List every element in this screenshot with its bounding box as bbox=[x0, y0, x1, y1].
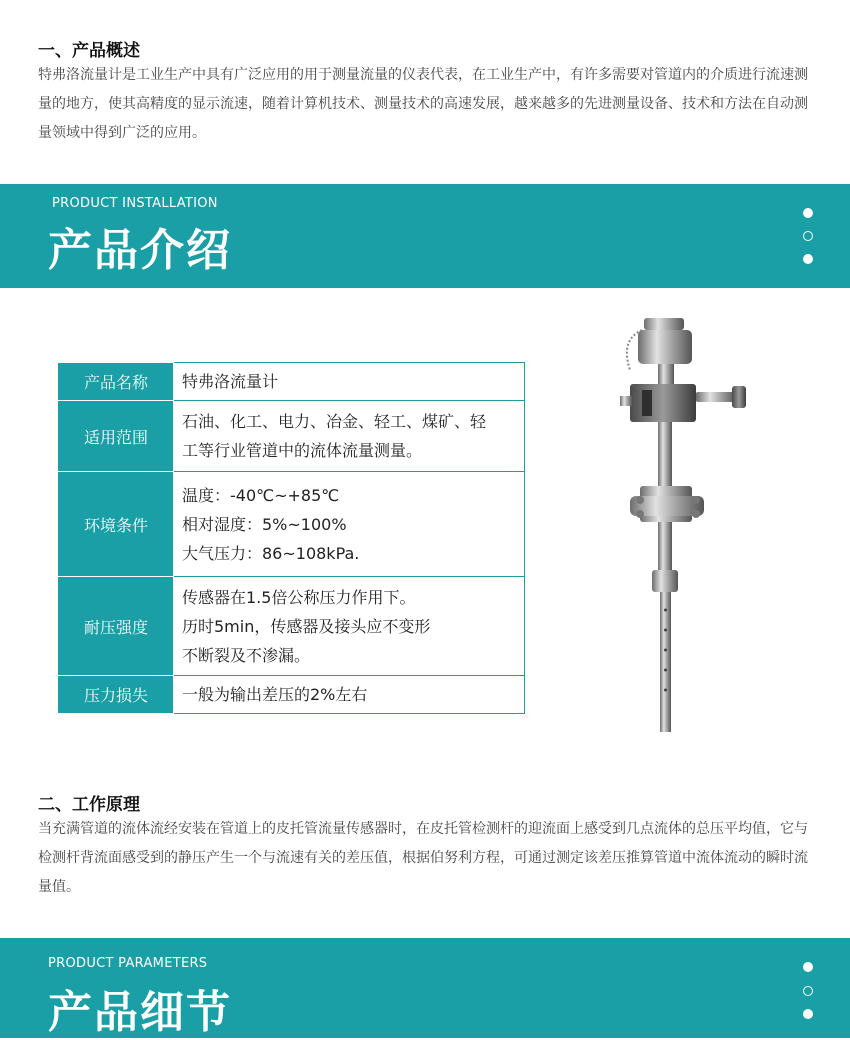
spec-line: 一般为输出差压的2%左右 bbox=[182, 685, 368, 704]
spec-line: 不断裂及不渗漏。 bbox=[182, 645, 311, 665]
spec-value bbox=[174, 401, 525, 472]
spec-key: 压力损失 bbox=[59, 676, 174, 714]
spec-line: 大气压力：86~108kPa. bbox=[182, 543, 360, 563]
spec-key: 耐压强度 bbox=[59, 577, 174, 676]
spec-value bbox=[174, 363, 525, 401]
spec-line: 特弗洛流量计 bbox=[182, 372, 279, 391]
banner-subtitle: PRODUCT INSTALLATION bbox=[52, 196, 218, 211]
dot-indicator bbox=[803, 254, 813, 264]
dot-indicator bbox=[803, 986, 813, 996]
table-row bbox=[59, 472, 525, 577]
banner-title: 产品介绍 bbox=[48, 225, 232, 276]
dot-indicator bbox=[803, 1009, 813, 1019]
flowmeter-product-image bbox=[600, 300, 760, 740]
principle-text: 当充满管道的流体流经安装在管道上的皮托管流量传感器时，在皮托管检测杆的迎流面上感受到几点流体的总压平均值，它与检测杆背流面感受到的静压产生一个与流速有关的差压值，根据伯努利方程，可通过测定该差压推算管道中流体流动的瞬时流量值。 bbox=[38, 821, 808, 895]
spec-line: 石油、化工、电力、冶金、轻工、煤矿、轻 bbox=[182, 412, 487, 431]
dot-indicator bbox=[803, 231, 813, 241]
dot-indicator bbox=[803, 962, 813, 972]
banner-product-parameters bbox=[0, 938, 850, 1038]
table-row bbox=[59, 363, 525, 401]
table-row bbox=[59, 401, 525, 472]
overview-text: 特弗洛流量计是工业生产中具有广泛应用的用于测量流量的仪表代表，在工业生产中，有许多需要对管道内的介质进行流速测量的地方，使其高精度的显示流速，随着计算机技术、测量技术的高速发展，越来越多的先进测量设备、技术和方法在自动测量领域中得到广泛的应用。 bbox=[38, 67, 808, 141]
spec-key: 产品名称 bbox=[59, 363, 174, 401]
banner-title: 产品细节 bbox=[48, 987, 232, 1038]
spec-value bbox=[174, 577, 525, 676]
principle-title: 二、工作原理 bbox=[38, 795, 140, 815]
banner-product-installation bbox=[0, 184, 850, 288]
dot-indicator bbox=[803, 208, 813, 218]
table-row bbox=[59, 676, 525, 714]
spec-value bbox=[174, 472, 525, 577]
spec-line: 历时5min，传感器及接头应不变形 bbox=[182, 616, 431, 636]
spec-key: 适用范围 bbox=[59, 401, 174, 472]
overview-title: 一、产品概述 bbox=[38, 41, 140, 61]
banner-subtitle: PRODUCT PARAMETERS bbox=[48, 956, 208, 971]
spec-value bbox=[174, 676, 525, 714]
table-row bbox=[59, 577, 525, 676]
spec-line: 传感器在1.5倍公称压力作用下。 bbox=[182, 587, 416, 607]
spec-table bbox=[58, 362, 525, 714]
spec-line: 工等行业管道中的流体流量测量。 bbox=[182, 441, 423, 460]
spec-line: 温度：-40℃~+85℃ bbox=[182, 485, 340, 505]
spec-line: 相对湿度：5%~100% bbox=[182, 514, 347, 534]
spec-key: 环境条件 bbox=[59, 472, 174, 577]
